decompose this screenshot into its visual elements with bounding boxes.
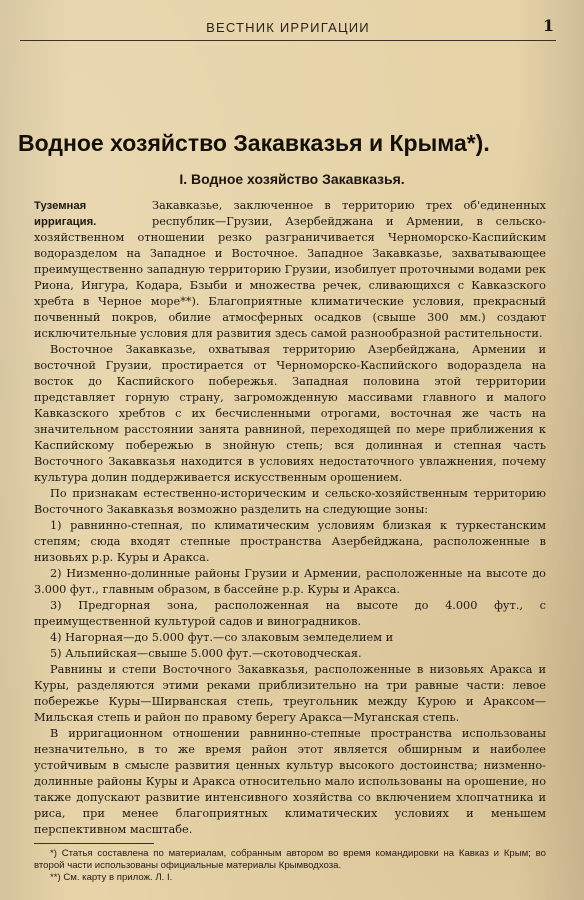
footnote-1: *) Статья составлена по материалам, собранным автором во время командировки на Кавказ и Крым; во второй части использованы официальные материалы Крымводхоза. bbox=[34, 848, 546, 871]
footnotes bbox=[34, 843, 546, 884]
journal-title: ВЕСТНИК ИРРИГАЦИИ bbox=[206, 20, 370, 35]
running-header bbox=[20, 14, 556, 41]
paragraph-5: В ирригационном отношении равнинно-степные пространства использованы незначительно, в то же время район этот является обширным и наиболее устойчивым в смысле развития ценных культур высокого достоинства; низменно-долинные районы Куры и Аракса относительно мало использованы на орошение, но также допускают развитие интенсивного хозяйства со включением хлопчатника и риса, при менее благоприятных климатических условиях и меньшем перспективном масштабе. bbox=[34, 727, 546, 836]
paragraph-1: Закавказье, заключенное в территорию трех об'единенных республик—Грузии, Азербейджана и Армении, в сельско-хозяйственном отношении резко разграничивается Черноморско-Каспийским водоразделом на Западное и Восточное. Западное Закавказье, захватывающее преимущественно западную территорию Грузии, изобилует проточными водами рек Риона, Ингура, Кодара, Бзыби и множества речек, сливающихся с Кавказского хребта в Черное море**). Благоприятные климатические условия, прекрасный почвенный покров, обилие атмосферных осадков (свыше 300 мм.) создают исключительные условия для развития здесь самой разнообразной растительности. bbox=[34, 199, 546, 340]
zone-item-1: 1) равнинно-степная, по климатическим условиям близкая к туркестанским степям; сюда входят степные пространства Азербейджана, расположенные в низовьях р.р. Куры и Аракса. bbox=[34, 519, 546, 564]
article-body bbox=[34, 198, 546, 838]
page-number: 1 bbox=[542, 16, 554, 35]
zone-item-2: 2) Низменно-долинные районы Грузии и Армении, расположенные на высоте до 3.000 фут., главным образом, в бассейне р.р. Куры и Аракса. bbox=[34, 567, 546, 596]
zone-item-3: 3) Предгорная зона, расположенная на высоте до 4.000 фут., с преимущественной культурой садов и виноградников. bbox=[34, 599, 546, 628]
article-title: Водное хозяйство Закавказья и Крыма*). bbox=[18, 130, 490, 156]
side-heading: Туземная ирригация. bbox=[34, 200, 97, 228]
footnote-2: **) См. карту в прилож. Л. I. bbox=[50, 872, 173, 883]
zone-item-4: 4) Нагорная—до 5.000 фут.—со злаковым земледелием и bbox=[50, 631, 394, 644]
zone-item-5: 5) Альпийская—свыше 5.000 фут.—скотоводческая. bbox=[50, 647, 362, 660]
paragraph-4: Равнины и степи Восточного Закавказья, расположенные в низовьях Аракса и Куры, разделяются этими реками приблизительно на три равные части: левое побережье Куры—Ширванская степь, треугольник между Курою и Араксом—Мильская степь и район по правому берегу Аракса—Муганская степь. bbox=[34, 663, 546, 724]
paragraph-2: Восточное Закавказье, охватывая территорию Азербейджана, Армении и восточной Грузии, простирается от Черноморско-Каспийского водораздела на восток до Каспийского побережья. Западная половина этой территории представляет горную страну, загроможденную массивами главного и малого Кавказского хребтов с их бесчисленными отрогами, восточная же часть на значительном расстоянии занята равниной, переходящей по мере приближения к Каспийскому побережью в знойную степь; вся долинная и степная часть Восточного Закавказья находится в условиях недостаточного увлажнения, почему культура долин поддерживается искусственным орошением. bbox=[34, 343, 546, 484]
paragraph-3: По признакам естественно-историческим и сельско-хозяйственным территорию Восточного Закавказья возможно разделить на следующие зоны: bbox=[34, 487, 546, 516]
footnote-divider bbox=[34, 843, 154, 844]
section-title: I. Водное хозяйство Закавказья. bbox=[179, 171, 405, 187]
